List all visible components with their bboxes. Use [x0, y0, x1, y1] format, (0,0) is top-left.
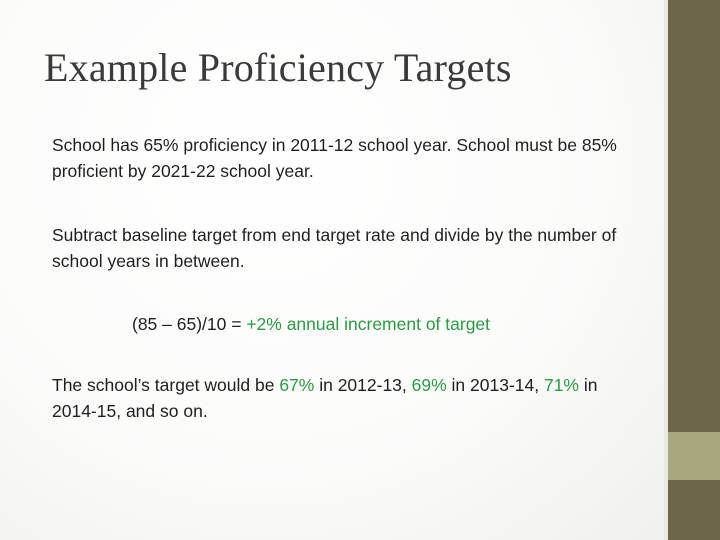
formula-expression: (85 – 65)/10 =: [132, 314, 247, 334]
sidebar-accent-block: [668, 432, 720, 480]
paragraph-method: Subtract baseline target from end target rate and divide by the number of school years in between.: [52, 225, 617, 271]
targets-text-2014: in 2014-15, and so on.: [52, 375, 598, 421]
paragraph-targets: [52, 372, 642, 424]
targets-intro: The school’s target would be: [52, 375, 280, 395]
formula-line: [132, 311, 652, 337]
target-value-2012: 67%: [279, 375, 315, 395]
target-value-2014: 71%: [543, 375, 579, 395]
targets-text-2012: in 2012-13,: [314, 375, 412, 395]
slide-title: Example Proficiency Targets: [44, 45, 512, 90]
targets-text-2013: in 2013-14,: [446, 375, 544, 395]
paragraph-baseline: School has 65% proficiency in 2011-12 school year. School must be 85% proficient by 2021-22 school year.: [52, 135, 617, 181]
formula-result: +2% annual increment of target: [246, 314, 491, 334]
target-value-2013: 69%: [411, 375, 447, 395]
